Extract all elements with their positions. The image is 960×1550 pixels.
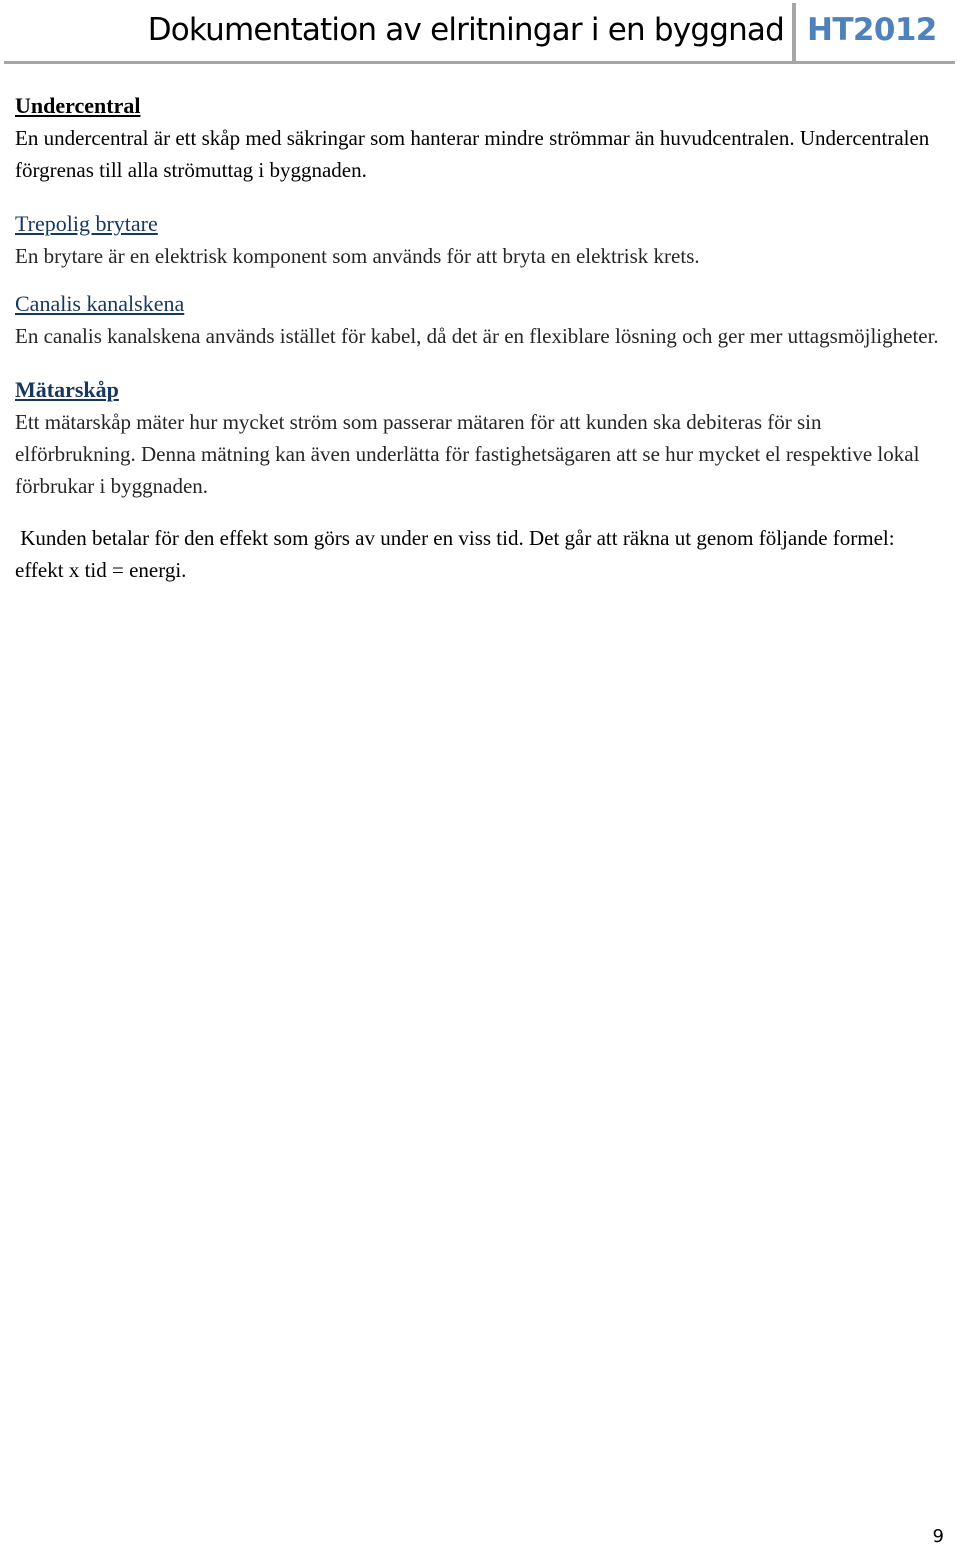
page-number: 9 <box>932 1526 944 1547</box>
semester-code: HT2012 <box>807 12 937 48</box>
section-undercentral <box>15 90 940 186</box>
section-matarskap <box>15 374 940 502</box>
section-heading: Mätarskåp <box>15 377 119 402</box>
section-heading: Canalis kanalskena <box>15 291 185 316</box>
page-header <box>0 0 960 64</box>
section-canalis-kanalskena <box>15 288 940 352</box>
document-title: Dokumentation av elritningar i en byggnad <box>147 12 784 48</box>
section-body: En undercentral är ett skåp med säkringar som hanterar mindre strömmar än huvudcentralen. Undercentralen förgrenas till alla strömuttag i byggnaden. <box>15 126 930 182</box>
section-heading: Trepolig brytare <box>15 211 158 236</box>
document-body <box>15 90 940 586</box>
header-divider <box>792 3 796 61</box>
section-body: En canalis kanalskena används istället för kabel, då det är en flexiblare lösning och ger mer uttagsmöjligheter. <box>15 324 939 348</box>
closing-paragraph: Kunden betalar för den effekt som görs av under en viss tid. Det går att räkna ut genom följande formel: effekt x tid = energi. <box>15 526 900 582</box>
section-trepolig-brytare <box>15 208 940 272</box>
section-body: Ett mätarskåp mäter hur mycket ström som passerar mätaren för att kunden ska debiteras för sin elförbrukning. Denna mätning kan även underlätta för fastighetsägaren att se hur mycket el respektive lokal förbrukar i byggnaden. <box>15 410 920 498</box>
header-rule <box>4 61 955 64</box>
section-heading: Undercentral <box>15 93 141 118</box>
section-body: En brytare är en elektrisk komponent som används för att bryta en elektrisk krets. <box>15 244 700 268</box>
